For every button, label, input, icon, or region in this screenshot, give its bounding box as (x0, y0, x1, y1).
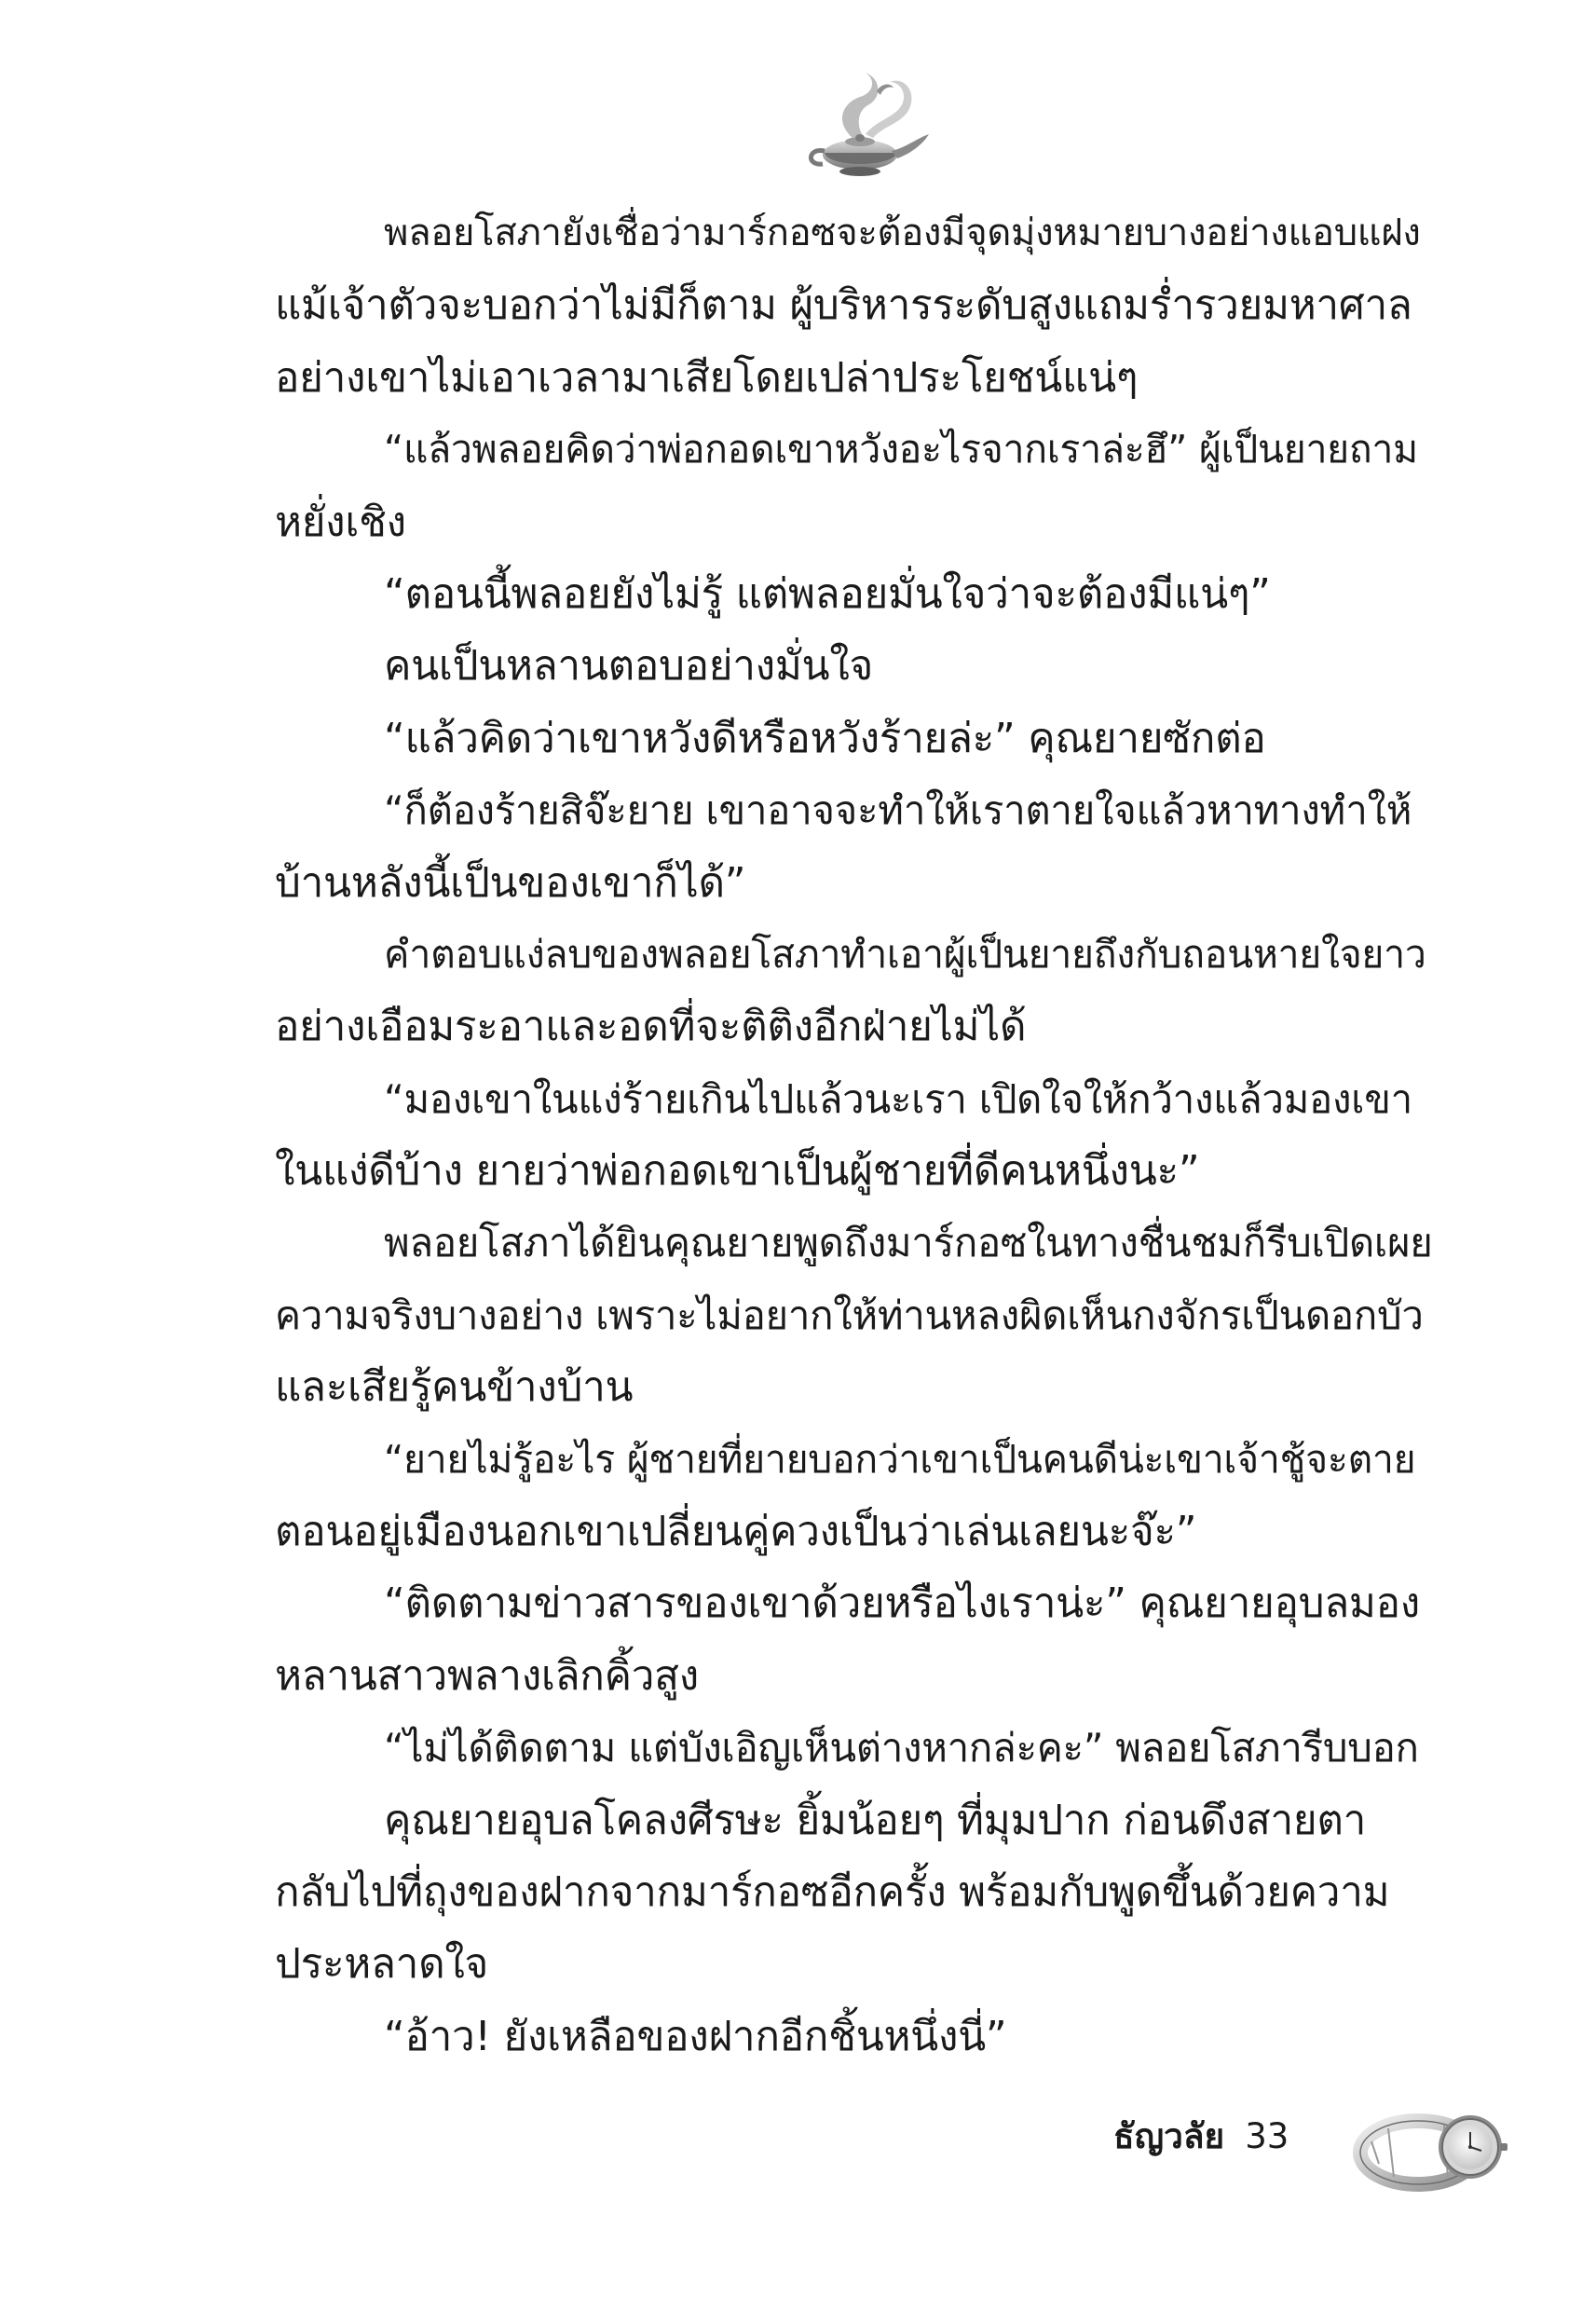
text-line: คุณยายอุบลโคลงศีรษะ ยิ้มน้อยๆ ที่มุมปาก ก่อนดึงสายตา (384, 1796, 1367, 1844)
page-number: 33 (1245, 2116, 1289, 2156)
text-line: อย่างเขาไม่เอาเวลามาเสียโดยเปล่าประโยชน์แน่ๆ (275, 353, 1139, 402)
text-line: “ตอนนี้พลอยยังไม่รู้ แต่พลอยมั่นใจว่าจะต้องมีแน่ๆ” (384, 569, 1271, 618)
text-line: คำตอบแง่ลบของพลอยโสภาทำเอาผู้เป็นยายถึงกับถอนหายใจยาว (384, 931, 1426, 977)
text-line: หยั่งเชิง (275, 498, 406, 546)
text-line: “แล้วคิดว่าเขาหวังดีหรือหวังร้ายล่ะ” คุณยายซักต่อ (384, 714, 1266, 762)
author-name: ธัญวลัย (1113, 2116, 1225, 2156)
magic-lamp-icon (787, 65, 936, 186)
text-line: หลานสาวพลางเลิกคิ้วสูง (275, 1651, 699, 1700)
text-line: พลอยโสภายังเชื่อว่ามาร์กอซจะต้องมีจุดมุ่งหมายบางอย่างแอบแฝง (384, 212, 1421, 254)
text-line: ในแง่ดีบ้าง ยายว่าพ่อกอดเขาเป็นผู้ชายที่ดีคนหนึ่งนะ” (275, 1147, 1200, 1196)
text-line: แม้เจ้าตัวจะบอกว่าไม่มีก็ตาม ผู้บริหารระดับสูงแถมร่ำรวยมหาศาล (275, 281, 1412, 330)
text-line: “ติดตามข่าวสารของเขาด้วยหรือไงเราน่ะ” คุณยายอุบลมอง (384, 1579, 1420, 1628)
page-footer (1113, 2113, 1289, 2160)
text-line: บ้านหลังนี้เป็นของเขาก็ได้” (275, 858, 746, 907)
text-line: “แล้วพลอยคิดว่าพ่อกอดเขาหวังอะไรจากเราล่ะฮึ” ผู้เป็นยายถาม (384, 427, 1418, 472)
text-line: และเสียรู้คนข้างบ้าน (275, 1363, 634, 1412)
text-line: “ยายไม่รู้อะไร ผู้ชายที่ยายบอกว่าเขาเป็นคนดีน่ะเขาเจ้าชู้จะตาย (384, 1436, 1416, 1482)
text-line: พลอยโสภาได้ยินคุณยายพูดถึงมาร์กอซในทางชื่นชมก็รีบเปิดเผย (384, 1220, 1433, 1266)
text-line: ตอนอยู่เมืองนอกเขาเปลี่ยนคู่ควงเป็นว่าเล่นเลยนะจ๊ะ” (275, 1508, 1197, 1556)
text-line: ความจริงบางอย่าง เพราะไม่อยากให้ท่านหลงผิดเห็นกงจักรเป็นดอกบัว (275, 1292, 1424, 1338)
body-text (275, 198, 1435, 2072)
text-line: “อ้าว! ยังเหลือของฝากอีกชิ้นหนึ่งนี่” (384, 2012, 1007, 2060)
text-line: “ก็ต้องร้ายสิจ๊ะยาย เขาอาจจะทำให้เราตายใจแล้วหาทางทำให้ (384, 787, 1412, 834)
text-line: กลับไปที่ถุงของฝากจากมาร์กอซอีกครั้ง พร้อมกับพูดขึ้นด้วยความ (275, 1867, 1390, 1916)
text-line: ประหลาดใจ (275, 1940, 489, 1989)
text-line: “ไม่ได้ติดตาม แต่บังเอิญเห็นต่างหากล่ะคะ” พลอยโสภารีบบอก (384, 1725, 1419, 1771)
text-line: คนเป็นหลานตอบอย่างมั่นใจ (384, 642, 873, 691)
text-line: “มองเขาในแง่ร้ายเกินไปแล้วนะเรา เปิดใจให้กว้างแล้วมองเขา (384, 1075, 1412, 1122)
wristwatch-icon (1351, 2095, 1509, 2197)
text-line: อย่างเอือมระอาและอดที่จะติติงอีกฝ่ายไม่ได้ (275, 1003, 1027, 1051)
